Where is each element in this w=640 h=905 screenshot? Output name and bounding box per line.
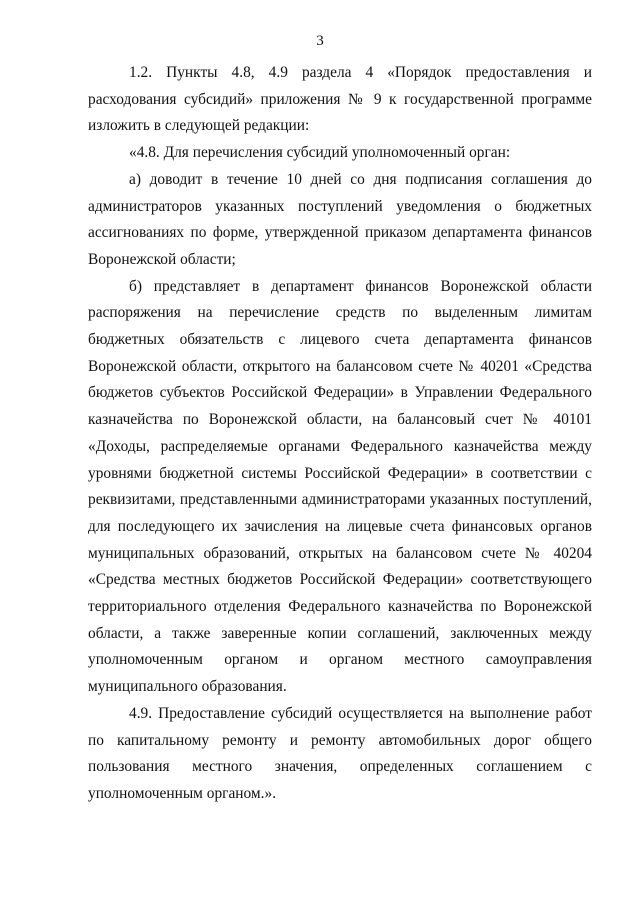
- paragraph-4-8: «4.8. Для перечисления субсидий уполномоченный орган:: [129, 144, 511, 162]
- paragraph-4-8-a: а) доводит в течение 10 дней со дня подписания соглашения до администраторов указанных поступлений уведомления о бюджетных ассигнованиях по форме, утвержденной приказом департамента финансов Воронежской области;: [88, 170, 592, 268]
- paragraph-1-2: 1.2. Пункты 4.8, 4.9 раздела 4 «Порядок предоставления и расходования субсидий» приложения № 9 к государственной программе изложить в следующей редакции:: [88, 64, 592, 135]
- paragraph-4-8-b: б) представляет в департамент финансов Воронежской области распоряжения на перечисление средств по выделенным лимитам бюджетных обязательств с лицевого счета департамента финансов Воронежской области, открытого на балансовом счете № 40201 «Средства бюджетов субъектов Российской Федерации» в Управлении Федерального казначейства по Воронежской области, на балансовый счет № 40101 «Доходы, распределяемые органами Федерального казначейства между уровнями бюджетной системы Российской Федерации» в соответствии с реквизитами, представленными администраторами указанных поступлений, для последующего их зачисления на лицевые счета финансовых органов муниципальных образований, открытых на балансовом счете № 40204 «Средства местных бюджетов Российской Федерации» соответствующего территориального отделения Федерального казначейства по Воронежской области, а также заверенные копии соглашений, заключенных между уполномоченным органом и органом местного самоуправления муниципального образования.: [88, 277, 592, 696]
- page-number: 3: [316, 33, 324, 49]
- document-body: [88, 60, 592, 808]
- paragraph-4-9: 4.9. Предоставление субсидий осуществляется на выполнение работ по капитальному ремонту и ремонту автомобильных дорог общего пользования местного значения, определенных соглашением с уполномоченным органом.».: [88, 704, 592, 802]
